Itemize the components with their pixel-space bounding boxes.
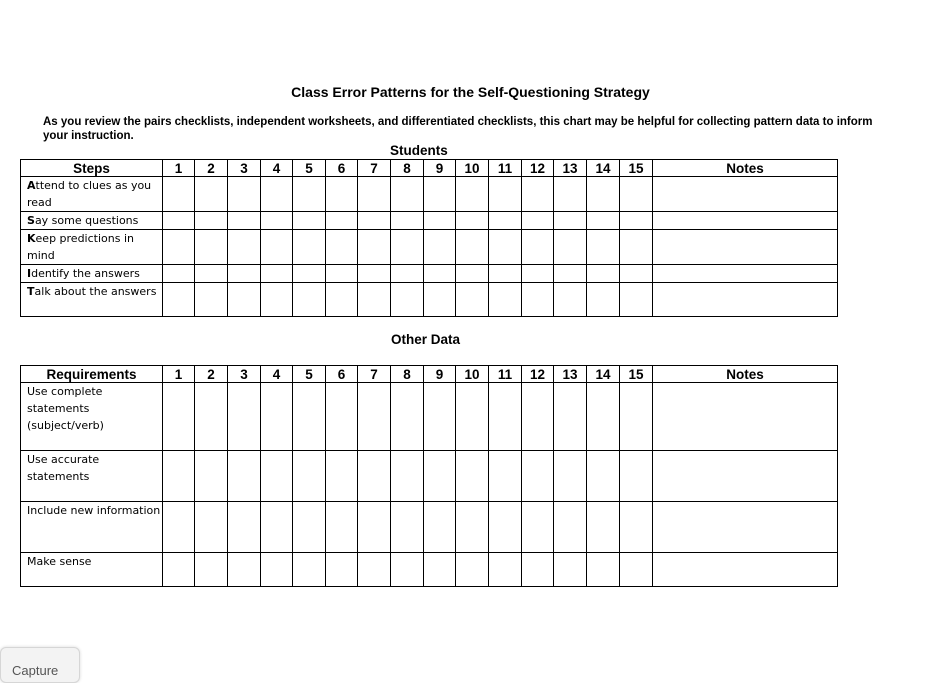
- column-header: 6: [326, 366, 358, 383]
- student-cell: [554, 283, 587, 317]
- student-cell: [195, 383, 228, 451]
- student-cell: [587, 212, 620, 230]
- student-cell: [293, 451, 326, 502]
- student-cell: [554, 383, 587, 451]
- step-label: [21, 283, 163, 317]
- column-header: 3: [228, 160, 261, 177]
- student-cell: [489, 502, 522, 553]
- student-cell: [489, 451, 522, 502]
- student-cell: [522, 383, 554, 451]
- student-cell: [554, 451, 587, 502]
- student-cell: [489, 230, 522, 265]
- student-cell: [326, 502, 358, 553]
- notes-header: Notes: [653, 160, 838, 177]
- student-cell: [424, 265, 456, 283]
- student-cell: [261, 383, 293, 451]
- column-header: 9: [424, 366, 456, 383]
- student-cell: [424, 177, 456, 212]
- student-cell: [358, 212, 391, 230]
- requirement-label: Include new information: [21, 502, 163, 553]
- student-cell: [522, 230, 554, 265]
- student-cell: [261, 230, 293, 265]
- student-cell: [195, 265, 228, 283]
- student-cell: [587, 383, 620, 451]
- student-cell: [358, 230, 391, 265]
- column-header: 7: [358, 366, 391, 383]
- student-cell: [522, 212, 554, 230]
- student-cell: [587, 553, 620, 587]
- notes-cell: [653, 265, 838, 283]
- student-cell: [195, 283, 228, 317]
- student-cell: [293, 177, 326, 212]
- student-cell: [228, 553, 261, 587]
- column-header: 6: [326, 160, 358, 177]
- column-header: 13: [554, 160, 587, 177]
- student-cell: [554, 230, 587, 265]
- student-cell: [456, 265, 489, 283]
- column-header: 8: [391, 366, 424, 383]
- student-cell: [261, 177, 293, 212]
- student-cell: [261, 502, 293, 553]
- step-label: [21, 230, 163, 265]
- notes-cell: [653, 283, 838, 317]
- student-cell: [358, 553, 391, 587]
- student-cell: [620, 265, 653, 283]
- student-cell: [293, 265, 326, 283]
- requirements-table: [20, 365, 838, 587]
- student-cell: [261, 553, 293, 587]
- student-cell: [391, 265, 424, 283]
- requirement-label: Use accurate statements: [21, 451, 163, 502]
- step-text: dentify the answers: [31, 267, 140, 280]
- step-text: ttend to clues as you read: [27, 179, 152, 209]
- student-cell: [456, 283, 489, 317]
- column-header: 9: [424, 160, 456, 177]
- steps-table: [20, 159, 838, 317]
- student-cell: [424, 383, 456, 451]
- column-header: 12: [522, 366, 554, 383]
- column-header: 5: [293, 160, 326, 177]
- requirement-row: [21, 502, 838, 553]
- intro-paragraph: As you review the pairs checklists, independent worksheets, and differentiated checklists, this chart may be helpful for collecting pattern data to inform your instruction.: [43, 116, 873, 142]
- column-header: 12: [522, 160, 554, 177]
- student-cell: [358, 383, 391, 451]
- student-cell: [163, 553, 195, 587]
- student-cell: [620, 451, 653, 502]
- student-cell: [424, 553, 456, 587]
- student-cell: [163, 212, 195, 230]
- step-row: [21, 230, 838, 265]
- step-text: alk about the answers: [34, 285, 157, 298]
- student-cell: [489, 265, 522, 283]
- student-cell: [163, 451, 195, 502]
- student-cell: [293, 502, 326, 553]
- student-cell: [554, 177, 587, 212]
- step-row: [21, 177, 838, 212]
- student-cell: [554, 265, 587, 283]
- requirement-row: [21, 383, 838, 451]
- student-cell: [391, 502, 424, 553]
- student-cell: [195, 212, 228, 230]
- student-cell: [587, 283, 620, 317]
- student-cell: [391, 383, 424, 451]
- other-data-label: Other Data: [391, 332, 461, 347]
- student-cell: [456, 212, 489, 230]
- student-cell: [489, 177, 522, 212]
- student-cell: [293, 230, 326, 265]
- column-header: 15: [620, 160, 653, 177]
- student-cell: [326, 283, 358, 317]
- student-cell: [195, 230, 228, 265]
- student-cell: [391, 283, 424, 317]
- student-cell: [456, 230, 489, 265]
- step-text: ay some questions: [34, 214, 139, 227]
- capture-button-label: Capture: [12, 663, 59, 678]
- student-cell: [326, 553, 358, 587]
- student-cell: [358, 177, 391, 212]
- student-cell: [522, 502, 554, 553]
- student-cell: [522, 283, 554, 317]
- student-cell: [228, 451, 261, 502]
- student-cell: [522, 451, 554, 502]
- student-cell: [293, 553, 326, 587]
- student-cell: [358, 502, 391, 553]
- student-cell: [163, 177, 195, 212]
- student-cell: [358, 283, 391, 317]
- requirement-label: Use complete statements (subject/verb): [21, 383, 163, 451]
- column-header: 10: [456, 366, 489, 383]
- step-row: [21, 212, 838, 230]
- student-cell: [456, 177, 489, 212]
- notes-cell: [653, 502, 838, 553]
- student-cell: [489, 383, 522, 451]
- student-cell: [587, 230, 620, 265]
- student-cell: [293, 212, 326, 230]
- students-label: Students: [390, 143, 448, 158]
- student-cell: [456, 383, 489, 451]
- student-cell: [163, 502, 195, 553]
- student-cell: [163, 383, 195, 451]
- student-cell: [326, 265, 358, 283]
- student-cell: [293, 283, 326, 317]
- student-cell: [620, 283, 653, 317]
- column-header: 8: [391, 160, 424, 177]
- student-cell: [358, 451, 391, 502]
- student-cell: [163, 283, 195, 317]
- student-cell: [489, 283, 522, 317]
- student-cell: [620, 502, 653, 553]
- student-cell: [195, 502, 228, 553]
- step-initial: K: [27, 232, 36, 245]
- student-cell: [620, 383, 653, 451]
- student-cell: [228, 283, 261, 317]
- student-cell: [326, 383, 358, 451]
- student-cell: [522, 177, 554, 212]
- student-cell: [391, 553, 424, 587]
- column-header: 1: [163, 160, 195, 177]
- student-cell: [620, 212, 653, 230]
- student-cell: [391, 177, 424, 212]
- student-cell: [326, 230, 358, 265]
- student-cell: [587, 265, 620, 283]
- notes-cell: [653, 230, 838, 265]
- step-row: [21, 283, 838, 317]
- student-cell: [587, 451, 620, 502]
- requirement-label: Make sense: [21, 553, 163, 587]
- column-header: 11: [489, 160, 522, 177]
- column-header: 2: [195, 160, 228, 177]
- student-cell: [326, 212, 358, 230]
- student-cell: [261, 283, 293, 317]
- student-cell: [195, 177, 228, 212]
- column-header: 3: [228, 366, 261, 383]
- student-cell: [554, 502, 587, 553]
- student-cell: [163, 265, 195, 283]
- student-cell: [424, 212, 456, 230]
- student-cell: [391, 230, 424, 265]
- column-header: 13: [554, 366, 587, 383]
- student-cell: [228, 383, 261, 451]
- student-cell: [554, 212, 587, 230]
- student-cell: [391, 212, 424, 230]
- student-cell: [358, 265, 391, 283]
- student-cell: [424, 502, 456, 553]
- student-cell: [326, 177, 358, 212]
- student-cell: [424, 230, 456, 265]
- step-text: eep predictions in mind: [27, 232, 134, 262]
- student-cell: [554, 553, 587, 587]
- column-header: 7: [358, 160, 391, 177]
- page-title: Class Error Patterns for the Self-Questioning Strategy: [291, 84, 650, 100]
- step-initial: I: [27, 267, 32, 280]
- column-header: 14: [587, 366, 620, 383]
- student-cell: [424, 283, 456, 317]
- steps-header-row: [21, 160, 838, 177]
- student-cell: [261, 451, 293, 502]
- column-header: 11: [489, 366, 522, 383]
- notes-cell: [653, 177, 838, 212]
- student-cell: [489, 553, 522, 587]
- column-header: 2: [195, 366, 228, 383]
- student-cell: [456, 502, 489, 553]
- student-cell: [456, 451, 489, 502]
- requirement-row: [21, 451, 838, 502]
- student-cell: [228, 230, 261, 265]
- step-initial: T: [27, 285, 35, 298]
- student-cell: [391, 451, 424, 502]
- step-row: [21, 265, 838, 283]
- student-cell: [293, 383, 326, 451]
- student-cell: [195, 553, 228, 587]
- student-cell: [587, 177, 620, 212]
- student-cell: [522, 553, 554, 587]
- column-header: 1: [163, 366, 195, 383]
- student-cell: [424, 451, 456, 502]
- student-cell: [261, 212, 293, 230]
- student-cell: [489, 212, 522, 230]
- column-header: 4: [261, 366, 293, 383]
- student-cell: [456, 553, 489, 587]
- step-initial: A: [27, 179, 36, 192]
- capture-button[interactable]: [0, 647, 80, 683]
- column-header: 5: [293, 366, 326, 383]
- student-cell: [620, 553, 653, 587]
- steps-header: Steps: [21, 160, 163, 177]
- student-cell: [620, 177, 653, 212]
- student-cell: [195, 451, 228, 502]
- notes-header: Notes: [653, 366, 838, 383]
- student-cell: [228, 502, 261, 553]
- student-cell: [620, 230, 653, 265]
- student-cell: [228, 212, 261, 230]
- step-initial: S: [27, 214, 35, 227]
- student-cell: [261, 265, 293, 283]
- student-cell: [228, 265, 261, 283]
- notes-cell: [653, 212, 838, 230]
- notes-cell: [653, 553, 838, 587]
- column-header: 15: [620, 366, 653, 383]
- step-label: [21, 212, 163, 230]
- student-cell: [326, 451, 358, 502]
- column-header: 10: [456, 160, 489, 177]
- column-header: 4: [261, 160, 293, 177]
- step-label: [21, 265, 163, 283]
- requirements-header-row: [21, 366, 838, 383]
- student-cell: [163, 230, 195, 265]
- notes-cell: [653, 383, 838, 451]
- student-cell: [587, 502, 620, 553]
- requirements-header: Requirements: [21, 366, 163, 383]
- column-header: 14: [587, 160, 620, 177]
- student-cell: [522, 265, 554, 283]
- requirement-row: [21, 553, 838, 587]
- student-cell: [228, 177, 261, 212]
- step-label: [21, 177, 163, 212]
- notes-cell: [653, 451, 838, 502]
